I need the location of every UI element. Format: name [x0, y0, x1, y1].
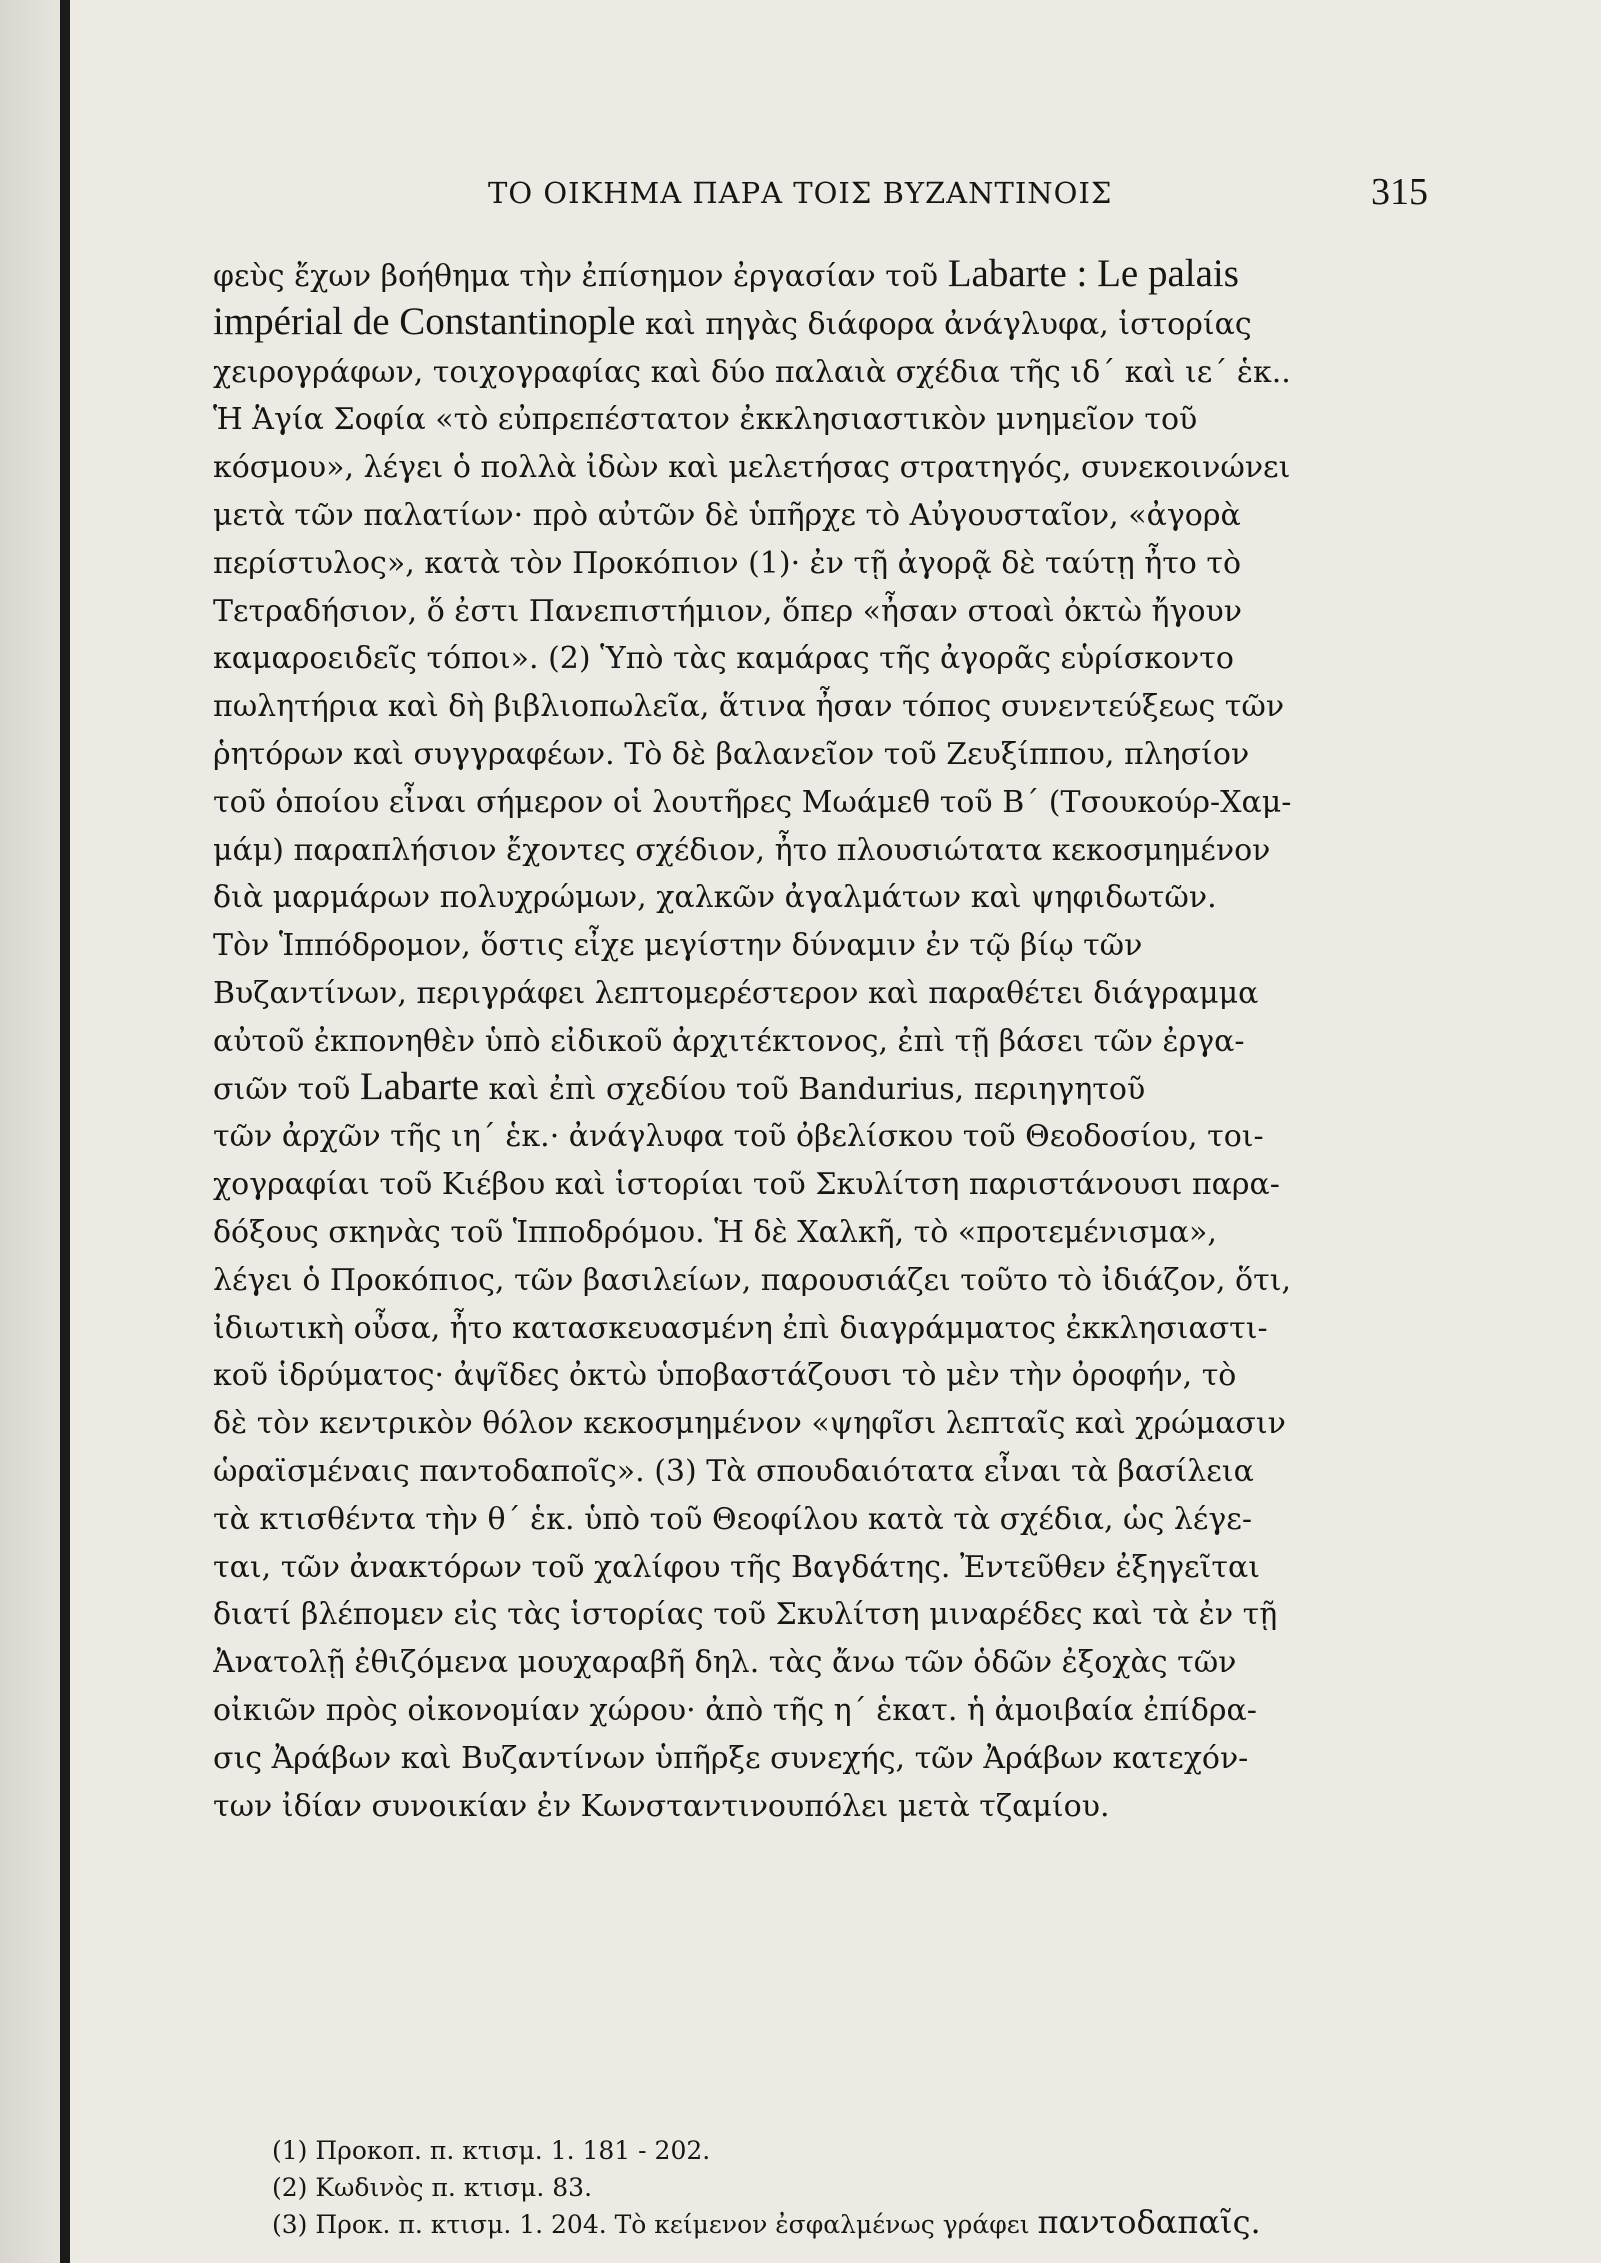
text-line: πωλητήρια καὶ δὴ βιβλιοπωλεῖα, ἅτινα ἦσαν τόπος συνεντεύξεως τῶν — [213, 689, 1285, 725]
text-line: Ἡ Ἁγία Σοφία «τὸ εὐπρεπέστατον ἐκκλησιαστικὸν μνημεῖον τοῦ — [213, 402, 1198, 438]
footnote: (1) Προκοπ. π. κτισμ. 1. 181 - 202. — [272, 2136, 711, 2165]
text-line: λέγει ὁ Προκόπιος, τῶν βασιλείων, παρουσιάζει τοῦτο τὸ ἰδιάζον, ὅτι, — [213, 1262, 1292, 1298]
text-line: μάμ) παραπλήσιον ἔχοντες σχέδιον, ἦτο πλουσιώτατα κεκοσμημένον — [213, 832, 1271, 868]
text-line: Ἀνατολῇ ἐθιζόμενα μουχαραβῆ δηλ. τὰς ἄνω τῶν ὁδῶν ἐξοχὰς τῶν — [213, 1645, 1237, 1681]
text-line: impérial de Constantinople καὶ πηγὰς διάφορα ἀνάγλυφα, ἱστορίας — [213, 299, 1252, 343]
text-line: σιῶν τοῦ Labarte καὶ ἐπὶ σχεδίου τοῦ Bandurius, περιηγητοῦ — [213, 1064, 1146, 1108]
text-line: περίστυλος», κατὰ τὸν Προκόπιον (1)· ἐν τῇ ἀγορᾷ δὲ ταύτῃ ἦτο τὸ — [213, 545, 1242, 581]
text-line: ἰδιωτικὴ οὖσα, ἦτο κατασκευασμένη ἐπὶ διαγράμματος ἐκκλησιαστι- — [213, 1310, 1268, 1346]
text-line: ται, τῶν ἀνακτόρων τοῦ χαλίφου τῆς Βαγδάτης. Ἐντεῦθεν ἐξηγεῖται — [213, 1549, 1260, 1585]
footnotes — [272, 2130, 1422, 2241]
main-text — [213, 250, 1423, 1827]
binding-shadow — [0, 0, 60, 2263]
text-line: ὡραϊσμέναις παντοδαποῖς». (3) Τὰ σπουδαιότατα εἶναι τὰ βασίλεια — [213, 1453, 1254, 1489]
text-line: τὰ κτισθέντα τὴν θ΄ ἑκ. ὑπὸ τοῦ Θεοφίλου κατὰ τὰ σχέδια, ὡς λέγε- — [213, 1501, 1252, 1537]
page-number: 315 — [1371, 171, 1428, 213]
text-line: οἰκιῶν πρὸς οἰκονομίαν χώρου· ἀπὸ τῆς η΄ ἑκατ. ἡ ἀμοιβαία ἐπίδρα- — [213, 1692, 1257, 1728]
text-line: μετὰ τῶν παλατίων· πρὸ αὐτῶν δὲ ὑπῆρχε τὸ Αὐγουσταῖον, «ἀγορὰ — [213, 497, 1241, 533]
text-line: φεὺς ἔχων βοήθημα τὴν ἐπίσημον ἐργασίαν τοῦ Labarte : Le palais — [213, 252, 1239, 295]
running-head: ΤΟ ΟΙΚΗΜΑ ΠΑΡΑ ΤΟΙΣ ΒΥΖΑΝΤΙΝΟΙΣ — [488, 176, 1113, 210]
text-line: χογραφίαι τοῦ Κιέβου καὶ ἱστορίαι τοῦ Σκυλίτση παριστάνουσι παρα- — [213, 1167, 1280, 1203]
footnote: (3) Προκ. π. κτισμ. 1. 204. Τὸ κείμενον ἐσφαλμένως γράφει παντοδαπαῖς. — [272, 2203, 1261, 2241]
text-line: τοῦ ὁποίου εἶναι σήμερον οἱ λουτῆρες Μωάμεθ τοῦ Β΄ (Τσουκούρ-Χαμ- — [213, 784, 1292, 820]
text-line: διὰ μαρμάρων πολυχρώμων, χαλκῶν ἀγαλμάτων καὶ ψηφιδωτῶν. — [213, 880, 1217, 916]
text-line: Τετραδήσιον, ὅ ἐστι Πανεπιστήμιον, ὅπερ «ἦσαν στοαὶ ὀκτὼ ἤγουν — [213, 593, 1242, 629]
text-line: καμαροειδεῖς τόποι». (2) Ὑπὸ τὰς καμάρας τῆς ἀγορᾶς εὑρίσκοντο — [213, 641, 1234, 677]
text-line: κόσμου», λέγει ὁ πολλὰ ἰδὼν καὶ μελετήσας στρατηγός, συνεκοινώνει — [213, 450, 1291, 486]
text-line: διατί βλέπομεν εἰς τὰς ἱστορίας τοῦ Σκυλίτση μιναρέδες καὶ τὰ ἐν τῇ — [213, 1597, 1278, 1633]
text-line: δὲ τὸν κεντρικὸν θόλον κεκοσμημένον «ψηφῖσι λεπταῖς καὶ χρώμασιν — [213, 1406, 1286, 1442]
page-header — [488, 168, 1428, 220]
text-line: ῥητόρων καὶ συγγραφέων. Τὸ δὲ βαλανεῖον τοῦ Ζευξίππου, πλησίον — [213, 736, 1250, 772]
text-line: τῶν ἀρχῶν τῆς ιη΄ ἑκ.· ἀνάγλυφα τοῦ ὀβελίσκου τοῦ Θεοδοσίου, τοι- — [213, 1119, 1264, 1155]
text-line: αὐτοῦ ἐκπονηθὲν ὑπὸ εἰδικοῦ ἀρχιτέκτονος, ἐπὶ τῇ βάσει τῶν ἐργα- — [213, 1023, 1245, 1059]
binding-edge — [60, 0, 70, 2263]
text-line: Βυζαντίνων, περιγράφει λεπτομερέστερον καὶ παραθέτει διάγραμμα — [213, 975, 1259, 1011]
text-line: των ἰδίαν συνοικίαν ἐν Κωνσταντινουπόλει μετὰ τζαμίου. — [213, 1788, 1110, 1824]
footnote: (2) Κωδινὸς π. κτισμ. 83. — [272, 2173, 593, 2202]
text-line: δόξους σκηνὰς τοῦ Ἱπποδρόμου. Ἡ δὲ Χαλκῆ, τὸ «προτεμένισμα», — [213, 1214, 1217, 1250]
text-line: σις Ἀράβων καὶ Βυζαντίνων ὑπῆρξε συνεχής, τῶν Ἀράβων κατεχόν- — [213, 1740, 1249, 1776]
text-line: κοῦ ἱδρύματος· ἀψῖδες ὀκτὼ ὑποβαστάζουσι τὸ μὲν τὴν ὀροφήν, τὸ — [213, 1358, 1237, 1394]
text-line: Τὸν Ἱππόδρομον, ὅστις εἶχε μεγίστην δύναμιν ἐν τῷ βίῳ τῶν — [213, 928, 1143, 964]
text-line: χειρογράφων, τοιχογραφίας καὶ δύο παλαιὰ σχέδια τῆς ιδ΄ καὶ ιε΄ ἑκ.. — [213, 354, 1291, 390]
